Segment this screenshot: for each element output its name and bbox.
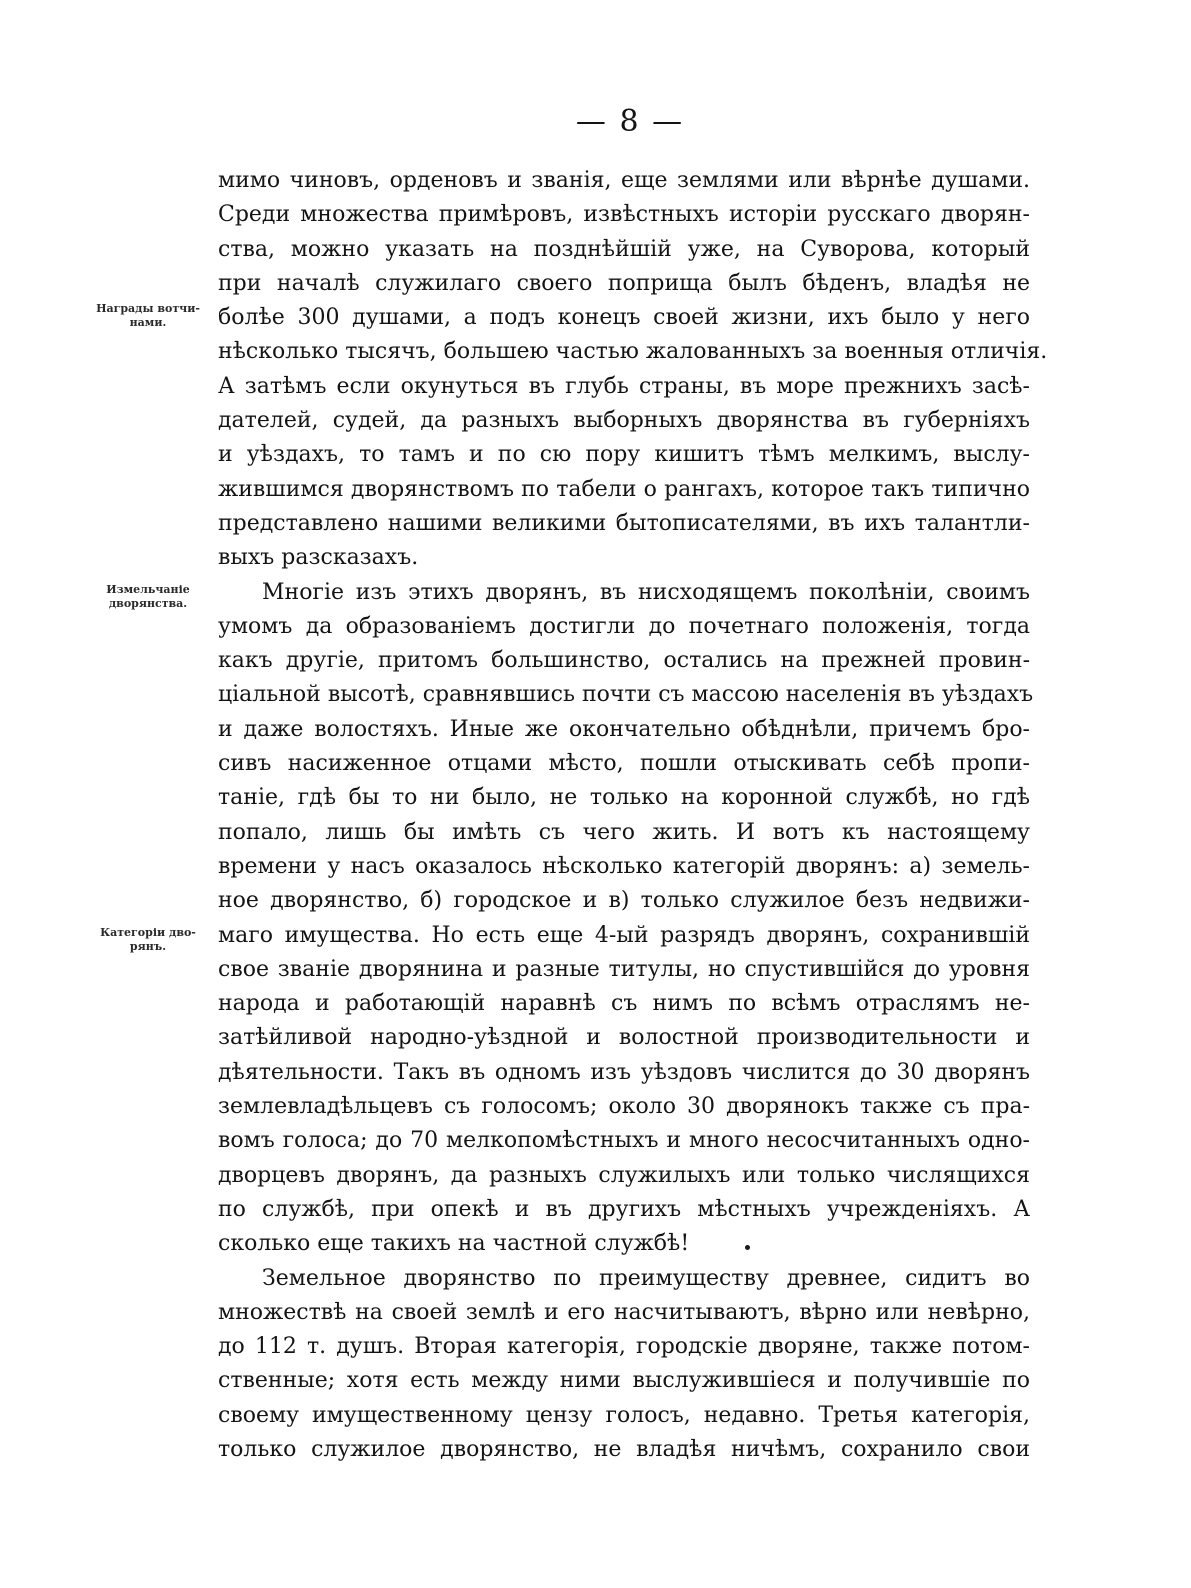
text-line: при началѣ служилаго своего поприща былъ бѣденъ, владѣя не [218,270,1030,296]
margin-note-fragmentation [90,583,206,611]
text-line: затѣйливой народно-уѣздной и волостной производительности и [218,1025,1030,1051]
text-line: времени у насъ оказалось нѣсколько категорій дворянъ: а) земель- [218,853,1030,879]
body-text [218,164,1048,1467]
margin-note-line: Измельчаніе [106,583,190,596]
text-line: Земельное дворянство по преимуществу древнее, сидитъ во [262,1265,1030,1291]
text-line: дворцевъ дворянъ, да разныхъ служилыхъ или только числящихся [218,1162,1030,1188]
text-line: выхъ разсказахъ. [218,545,419,571]
text-line: своему имущественному цензу голосъ, недавно. Третья категорія, [218,1402,1030,1428]
text-line: Многіе изъ этихъ дворянъ, въ нисходящемъ поколѣніи, своимъ [262,579,1030,605]
page-number: — 8 — [575,104,685,139]
margin-note-line: нами. [129,316,167,329]
text-line: А затѣмъ если окунуться въ глубь страны, въ море прежнихъ засѣ- [218,373,1030,399]
margin-note-rewards [90,302,206,330]
margin-note-line: дворянства. [108,597,188,610]
text-line: вомъ голоса; до 70 мелкопомѣстныхъ и много несосчитанныхъ одно- [218,1128,1030,1154]
text-line: представлено нашими великими бытописателями, въ ихъ талантли- [218,510,1030,536]
text-line: множествѣ на своей землѣ и его насчитываютъ, вѣрно или невѣрно, [218,1299,1030,1325]
text-line: сивъ насиженное отцами мѣсто, пошли отыскивать себѣ пропи- [218,751,1030,777]
text-line: какъ другіе, притомъ большинство, остались на прежней провин- [218,648,1030,674]
text-line: дѣятельности. Такъ въ одномъ изъ уѣздовъ числится до 30 дворянъ [218,1059,1030,1085]
text-line: народа и работающій наравнѣ съ нимъ по всѣмъ отраслямъ не- [218,991,1030,1017]
text-line: только служилое дворянство, не владѣя ничѣмъ, сохранило свои [218,1436,1030,1462]
text-line: мимо чиновъ, орденовъ и званія, еще землями или вѣрнѣе душами. [218,168,1030,193]
margin-note-categories [90,926,206,954]
text-line: до 112 т. душъ. Вторая категорія, городскіе дворяне, также потом- [218,1334,1030,1360]
text-line: свое званіе дворянина и разные титулы, но спустившійся до уровня [218,956,1030,982]
text-line: болѣе 300 душами, а подъ конецъ своей жизни, ихъ было у него [218,305,1030,331]
text-line: сколько еще такихъ на частной службѣ! [218,1231,690,1257]
text-line: нѣсколько тысячъ, большею частью жалованныхъ за военныя отличія. [218,339,1048,365]
text-line: таніе, гдѣ бы то ни было, не только на коронной службѣ, но гдѣ [218,785,1030,811]
text-line: ства, можно указать на позднѣйшій уже, на Суворова, который [218,236,1030,262]
text-line: маго имущества. Но есть еще 4-ый разрядъ дворянъ, сохранившій [218,922,1030,948]
text-line: по службѣ, при опекѣ и въ другихъ мѣстныхъ учрежденіяхъ. А [218,1196,1030,1222]
text-line: умомъ да образованіемъ достигли до почетнаго положенія, тогда [218,613,1030,639]
text-line: землевладѣльцевъ съ голосомъ; около 30 дворянокъ также съ пра- [218,1094,1030,1120]
margin-note-line: Награды вотчи- [96,302,200,315]
text-line: ціальной высотѣ, сравнявшись почти съ массою населенія въ уѣздахъ [218,682,1034,708]
text-line: и даже волостяхъ. Иные же окончательно обѣднѣли, причемъ бро- [218,716,1030,742]
text-line: Среди множества примѣровъ, извѣстныхъ исторіи русскаго дворян- [218,202,1030,228]
margin-note-line: Категоріи дво- [100,926,196,939]
text-line: и уѣздахъ, то тамъ и по сю пору кишитъ тѣмъ мелкимъ, выслу- [218,442,1030,468]
margin-note-line: рянъ. [129,940,167,953]
ink-speck [745,1245,750,1250]
text-line: ное дворянство, б) городское и в) только служилое безъ недвижи- [218,888,1030,914]
text-line: дателей, судей, да разныхъ выборныхъ дворянства въ губерніяхъ [218,408,1030,434]
text-line: жившимся дворянствомъ по табели о рангахъ, которое такъ типично [218,476,1030,502]
text-line: ственные; хотя есть между ними выслужившіеся и получившіе по [218,1368,1030,1394]
text-line: попало, лишь бы имѣть съ чего жить. И вотъ къ настоящему [218,819,1030,845]
